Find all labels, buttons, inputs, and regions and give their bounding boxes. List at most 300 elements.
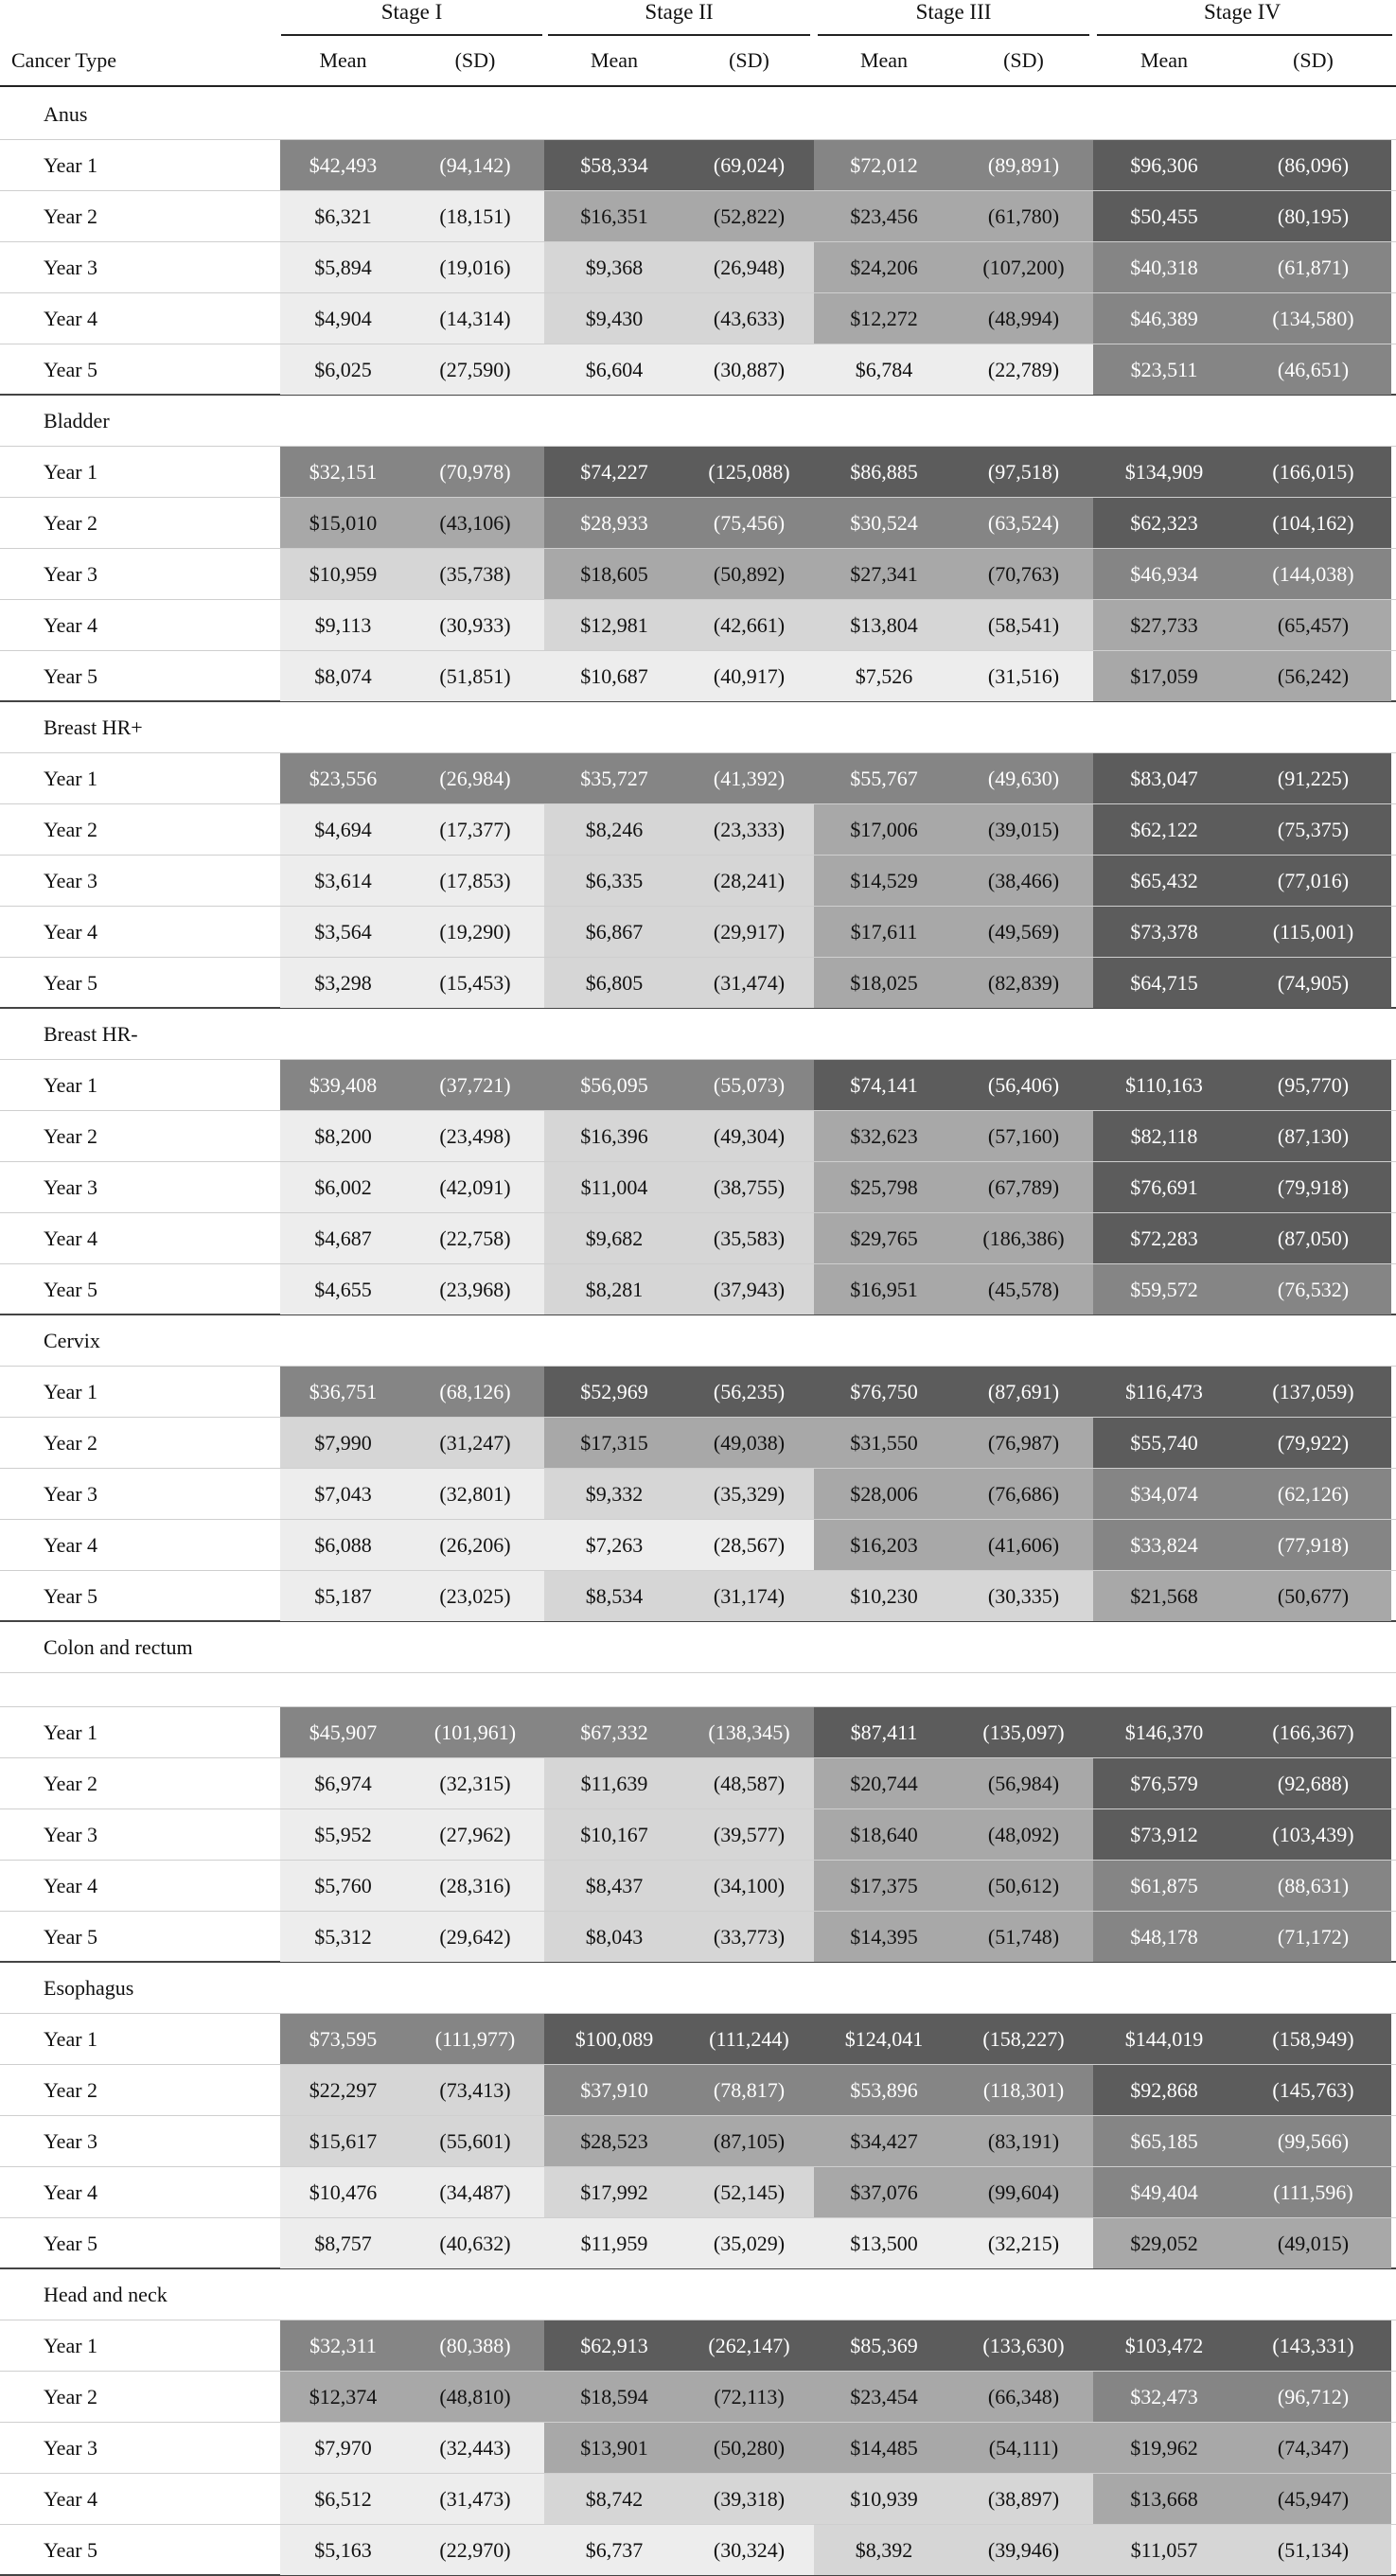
cancer-type-label: Colon and rectum	[0, 1622, 1396, 1673]
mean-cell: $146,370	[1124, 1720, 1204, 1744]
mean-cell: $9,682	[585, 1226, 644, 1250]
mean-cell: $85,369	[850, 2334, 918, 2357]
mean-cell: $10,476	[309, 2180, 378, 2204]
sd-cell: (145,763)	[1272, 2078, 1354, 2102]
mean-cell: $7,970	[314, 2436, 372, 2460]
mean-cell: $58,334	[580, 153, 648, 177]
mean-cell: $31,550	[850, 1431, 918, 1455]
sd-cell: (32,443)	[439, 2436, 511, 2460]
sd-cell: (31,473)	[439, 2487, 511, 2511]
sd-cell: (30,335)	[987, 1584, 1060, 1608]
sd-cell: (31,516)	[987, 664, 1060, 688]
sd-cell: (42,091)	[439, 1175, 511, 1199]
mean-cell: $28,933	[580, 511, 648, 535]
mean-cell: $17,375	[850, 1874, 918, 1897]
stage-i-header: Stage I	[380, 0, 443, 24]
sd-cell: (125,088)	[708, 460, 790, 484]
sd-cell: (27,590)	[439, 358, 511, 381]
table-row	[0, 344, 1396, 396]
sd-cell: (186,386)	[982, 1226, 1065, 1250]
sd-cell: (79,922)	[1277, 1431, 1350, 1455]
table-row	[0, 1520, 1396, 1571]
sd-cell: (43,106)	[439, 511, 511, 535]
sd-cell: (87,050)	[1277, 1226, 1350, 1250]
sd-cell: (77,016)	[1277, 869, 1350, 892]
year-label: Year 5	[44, 1925, 98, 1949]
year-label: Year 2	[44, 818, 98, 841]
mean-cell: $25,798	[850, 1175, 918, 1199]
mean-cell: $92,868	[1130, 2078, 1198, 2102]
mean-cell: $6,805	[585, 971, 644, 995]
sd-cell: (138,345)	[708, 1720, 790, 1744]
mean-cell: $83,047	[1130, 767, 1198, 790]
mean-cell: $50,455	[1130, 204, 1198, 228]
mean-cell: $35,727	[580, 767, 648, 790]
mean-cell: $17,315	[580, 1431, 648, 1455]
sd-cell: (17,377)	[439, 818, 511, 841]
mean-cell: $27,341	[850, 562, 918, 586]
year-label: Year 3	[44, 1175, 98, 1199]
mean-cell: $62,913	[580, 2334, 648, 2357]
table-row	[0, 2423, 1396, 2474]
sd-cell: (87,130)	[1277, 1124, 1350, 1148]
sd-cell: (23,333)	[713, 818, 786, 841]
mean-cell: $9,113	[314, 613, 372, 637]
mean-cell: $64,715	[1130, 971, 1198, 995]
mean-cell: $9,368	[585, 256, 644, 279]
sd-header: (SD)	[729, 48, 769, 72]
mean-cell: $14,529	[850, 869, 918, 892]
mean-cell: $17,992	[580, 2180, 648, 2204]
mean-cell: $48,178	[1130, 1925, 1198, 1949]
sd-cell: (35,738)	[439, 562, 511, 586]
mean-cell: $42,493	[309, 153, 378, 177]
mean-cell: $6,321	[314, 204, 372, 228]
mean-cell: $3,614	[314, 869, 372, 892]
sd-cell: (37,721)	[439, 1073, 511, 1097]
sd-cell: (15,453)	[439, 971, 511, 995]
mean-cell: $8,281	[585, 1278, 644, 1301]
mean-cell: $20,744	[850, 1772, 918, 1795]
sd-cell: (49,630)	[987, 767, 1060, 790]
cancer-type-label: Breast HR+	[0, 702, 1396, 753]
sd-cell: (73,413)	[439, 2078, 511, 2102]
sd-cell: (28,567)	[713, 1533, 786, 1557]
year-label: Year 4	[44, 2180, 98, 2204]
mean-cell: $7,526	[855, 664, 913, 688]
sd-cell: (82,839)	[987, 971, 1060, 995]
table-row	[0, 140, 1396, 191]
mean-cell: $3,298	[314, 971, 372, 995]
sd-cell: (57,160)	[987, 1124, 1060, 1148]
sd-cell: (76,686)	[987, 1482, 1060, 1506]
mean-cell: $73,595	[309, 2027, 378, 2051]
mean-cell: $9,430	[585, 307, 644, 330]
mean-cell: $8,534	[585, 1584, 644, 1608]
mean-cell: $19,962	[1130, 2436, 1198, 2460]
sd-cell: (61,780)	[987, 204, 1060, 228]
mean-cell: $12,272	[850, 307, 918, 330]
mean-cell: $7,990	[314, 1431, 372, 1455]
mean-cell: $74,227	[580, 460, 648, 484]
mean-cell: $39,408	[309, 1073, 378, 1097]
mean-cell: $16,951	[850, 1278, 918, 1301]
mean-cell: $28,006	[850, 1482, 918, 1506]
mean-cell: $6,088	[314, 1533, 372, 1557]
table-row	[0, 958, 1396, 1009]
sd-cell: (74,905)	[1277, 971, 1350, 995]
sd-cell: (96,712)	[1277, 2385, 1350, 2408]
mean-cell: $28,523	[580, 2129, 648, 2153]
table-row	[0, 1162, 1396, 1213]
sd-cell: (31,247)	[439, 1431, 511, 1455]
sd-cell: (166,367)	[1272, 1720, 1354, 1744]
year-label: Year 5	[44, 1584, 98, 1608]
sd-cell: (76,532)	[1277, 1278, 1350, 1301]
table-row	[0, 2474, 1396, 2525]
stage-ii-header: Stage II	[645, 0, 714, 24]
year-label: Year 5	[44, 2232, 98, 2255]
sd-cell: (31,174)	[713, 1584, 786, 1608]
sd-cell: (35,029)	[713, 2232, 786, 2255]
sd-cell: (79,918)	[1277, 1175, 1350, 1199]
sd-cell: (23,025)	[439, 1584, 511, 1608]
mean-cell: $86,885	[850, 460, 918, 484]
mean-cell: $32,623	[850, 1124, 918, 1148]
mean-cell: $52,969	[580, 1380, 648, 1403]
mean-cell: $55,740	[1130, 1431, 1198, 1455]
stage-header-row	[0, 0, 1396, 36]
mean-cell: $6,784	[855, 358, 913, 381]
sd-cell: (42,661)	[713, 613, 786, 637]
year-label: Year 3	[44, 562, 98, 586]
mean-cell: $72,283	[1130, 1226, 1198, 1250]
mean-cell: $23,456	[850, 204, 918, 228]
sd-cell: (39,015)	[987, 818, 1060, 841]
cancer-type-header: Cancer Type	[11, 48, 117, 72]
table-row	[0, 1060, 1396, 1111]
cancer-type-label: Cervix	[0, 1315, 1396, 1367]
table-row	[0, 293, 1396, 344]
column-header-row	[0, 36, 1396, 87]
sd-cell: (56,406)	[987, 1073, 1060, 1097]
sd-cell: (87,691)	[987, 1380, 1060, 1403]
sd-cell: (26,948)	[713, 256, 786, 279]
sd-cell: (107,200)	[982, 256, 1065, 279]
sd-cell: (99,604)	[987, 2180, 1060, 2204]
table-row	[0, 1111, 1396, 1162]
mean-cell: $11,959	[580, 2232, 648, 2255]
sd-cell: (50,892)	[713, 562, 786, 586]
year-label: Year 4	[44, 1533, 98, 1557]
table-row	[0, 191, 1396, 242]
mean-cell: $12,374	[309, 2385, 378, 2408]
mean-cell: $5,760	[314, 1874, 372, 1897]
mean-cell: $23,556	[309, 767, 378, 790]
mean-cell: $4,694	[314, 818, 372, 841]
mean-cell: $11,004	[580, 1175, 648, 1199]
sd-cell: (29,642)	[439, 1925, 511, 1949]
year-label: Year 4	[44, 2487, 98, 2511]
mean-cell: $32,473	[1130, 2385, 1198, 2408]
mean-cell: $53,896	[850, 2078, 918, 2102]
mean-cell: $6,002	[314, 1175, 372, 1199]
year-label: Year 4	[44, 1226, 98, 1250]
mean-cell: $116,473	[1125, 1380, 1203, 1403]
table-row	[0, 1571, 1396, 1622]
year-label: Year 2	[44, 204, 98, 228]
year-label: Year 2	[44, 2078, 98, 2102]
mean-cell: $10,687	[580, 664, 648, 688]
mean-cell: $4,687	[314, 1226, 372, 1250]
sd-cell: (262,147)	[708, 2334, 790, 2357]
sd-cell: (49,304)	[713, 1124, 786, 1148]
mean-cell: $82,118	[1130, 1124, 1198, 1148]
year-label: Year 1	[44, 2027, 98, 2051]
table-row	[0, 1707, 1396, 1758]
table-row	[0, 600, 1396, 651]
table-row	[0, 498, 1396, 549]
table-row	[0, 2065, 1396, 2116]
table-row	[0, 447, 1396, 498]
mean-cell: $5,187	[314, 1584, 372, 1608]
mean-cell: $34,074	[1130, 1482, 1198, 1506]
mean-cell: $7,043	[314, 1482, 372, 1506]
sd-cell: (55,073)	[713, 1073, 786, 1097]
mean-cell: $5,163	[314, 2538, 372, 2562]
mean-cell: $4,655	[314, 1278, 372, 1301]
sd-cell: (49,569)	[987, 920, 1060, 944]
mean-cell: $17,059	[1130, 664, 1198, 688]
table-row	[0, 242, 1396, 293]
sd-header: (SD)	[1293, 48, 1334, 72]
sd-cell: (75,456)	[713, 511, 786, 535]
mean-cell: $18,605	[580, 562, 648, 586]
mean-cell: $65,185	[1130, 2129, 1198, 2153]
sd-header: (SD)	[454, 48, 496, 72]
sd-cell: (52,145)	[713, 2180, 786, 2204]
sd-cell: (30,933)	[439, 613, 511, 637]
sd-cell: (29,917)	[713, 920, 786, 944]
sd-cell: (67,789)	[987, 1175, 1060, 1199]
year-label: Year 5	[44, 971, 98, 995]
mean-cell: $32,151	[309, 460, 378, 484]
table-row	[0, 1418, 1396, 1469]
table-row	[0, 1264, 1396, 1315]
sd-cell: (51,851)	[439, 664, 511, 688]
table-row	[0, 1912, 1396, 1963]
sd-cell: (111,244)	[709, 2027, 789, 2051]
sd-cell: (72,113)	[714, 2385, 785, 2408]
mean-cell: $5,952	[314, 1823, 372, 1846]
mean-cell: $3,564	[314, 920, 372, 944]
mean-header: Mean	[590, 48, 639, 72]
year-label: Year 5	[44, 2538, 98, 2562]
mean-cell: $73,378	[1130, 920, 1198, 944]
table-row	[0, 1758, 1396, 1809]
mean-cell: $6,604	[585, 358, 644, 381]
sd-cell: (49,015)	[1277, 2232, 1350, 2255]
sd-cell: (75,375)	[1277, 818, 1350, 841]
mean-cell: $17,006	[850, 818, 918, 841]
sd-cell: (51,134)	[1277, 2538, 1350, 2562]
year-label: Year 5	[44, 1278, 98, 1301]
cancer-type-label: Breast HR-	[0, 1009, 1396, 1060]
sd-cell: (50,612)	[987, 1874, 1060, 1897]
sd-cell: (23,968)	[439, 1278, 511, 1301]
table-row	[0, 1861, 1396, 1912]
sd-cell: (51,748)	[987, 1925, 1060, 1949]
sd-cell: (95,770)	[1277, 1073, 1350, 1097]
sd-cell: (48,587)	[713, 1772, 786, 1795]
sd-cell: (37,943)	[713, 1278, 786, 1301]
sd-cell: (33,773)	[713, 1925, 786, 1949]
mean-cell: $46,389	[1130, 307, 1198, 330]
sd-cell: (70,763)	[987, 562, 1060, 586]
sd-cell: (111,977)	[434, 2027, 516, 2051]
mean-cell: $96,306	[1130, 153, 1198, 177]
sd-cell: (58,541)	[987, 613, 1060, 637]
mean-cell: $124,041	[844, 2027, 924, 2051]
mean-cell: $8,757	[314, 2232, 372, 2255]
sd-cell: (40,917)	[713, 664, 786, 688]
sd-cell: (43,633)	[713, 307, 786, 330]
year-label: Year 4	[44, 920, 98, 944]
sd-cell: (27,962)	[439, 1823, 511, 1846]
sd-cell: (91,225)	[1277, 767, 1350, 790]
sd-cell: (76,987)	[987, 1431, 1060, 1455]
year-label: Year 3	[44, 256, 98, 279]
year-label: Year 1	[44, 2334, 98, 2357]
sd-cell: (35,583)	[713, 1226, 786, 1250]
sd-cell: (31,474)	[713, 971, 786, 995]
sd-cell: (101,961)	[433, 1720, 517, 1744]
sd-cell: (19,016)	[439, 256, 511, 279]
year-label: Year 2	[44, 511, 98, 535]
mean-cell: $16,396	[580, 1124, 648, 1148]
mean-cell: $103,472	[1124, 2334, 1204, 2357]
mean-cell: $30,524	[850, 511, 918, 535]
year-label: Year 2	[44, 1431, 98, 1455]
table-row	[0, 804, 1396, 856]
cancer-type-label: Esophagus	[0, 1963, 1396, 2014]
sd-cell: (134,580)	[1272, 307, 1354, 330]
sd-header: (SD)	[1003, 48, 1044, 72]
sd-cell: (32,801)	[439, 1482, 511, 1506]
sd-cell: (35,329)	[713, 1482, 786, 1506]
table-row	[0, 753, 1396, 804]
sd-cell: (46,651)	[1277, 358, 1350, 381]
mean-cell: $65,432	[1130, 869, 1198, 892]
sd-cell: (80,388)	[439, 2334, 511, 2357]
mean-cell: $11,057	[1130, 2538, 1198, 2562]
sd-cell: (66,348)	[987, 2385, 1060, 2408]
mean-cell: $37,076	[850, 2180, 918, 2204]
sd-cell: (38,466)	[987, 869, 1060, 892]
mean-cell: $6,974	[314, 1772, 372, 1795]
sd-cell: (158,949)	[1272, 2027, 1354, 2051]
mean-cell: $61,875	[1130, 1874, 1198, 1897]
mean-cell: $14,485	[850, 2436, 918, 2460]
sd-cell: (137,059)	[1272, 1380, 1354, 1403]
mean-cell: $13,901	[580, 2436, 648, 2460]
mean-cell: $10,939	[850, 2487, 918, 2511]
sd-cell: (133,630)	[982, 2334, 1065, 2357]
cancer-type-label: Anus	[0, 89, 1396, 140]
mean-cell: $6,867	[585, 920, 644, 944]
sd-cell: (56,242)	[1277, 664, 1350, 688]
sd-cell: (166,015)	[1272, 460, 1354, 484]
year-label: Year 2	[44, 1772, 98, 1795]
sd-cell: (63,524)	[987, 511, 1060, 535]
sd-cell: (39,577)	[713, 1823, 786, 1846]
year-label: Year 3	[44, 2129, 98, 2153]
mean-cell: $8,200	[314, 1124, 372, 1148]
sd-cell: (80,195)	[1277, 204, 1350, 228]
mean-cell: $18,025	[850, 971, 918, 995]
sd-cell: (32,315)	[439, 1772, 511, 1795]
sd-cell: (74,347)	[1277, 2436, 1350, 2460]
sd-cell: (68,126)	[439, 1380, 511, 1403]
year-label: Year 5	[44, 664, 98, 688]
mean-cell: $46,934	[1130, 562, 1198, 586]
mean-cell: $37,910	[580, 2078, 648, 2102]
sd-cell: (48,994)	[987, 307, 1060, 330]
sd-cell: (38,755)	[713, 1175, 786, 1199]
mean-cell: $13,804	[850, 613, 918, 637]
table-row	[0, 1367, 1396, 1418]
mean-cell: $67,332	[580, 1720, 648, 1744]
sd-cell: (14,314)	[439, 307, 511, 330]
mean-cell: $45,907	[309, 1720, 378, 1744]
mean-cell: $40,318	[1130, 256, 1198, 279]
sd-cell: (41,392)	[713, 767, 786, 790]
sd-cell: (45,947)	[1277, 2487, 1350, 2511]
mean-cell: $59,572	[1130, 1278, 1198, 1301]
mean-cell: $110,163	[1125, 1073, 1203, 1097]
sd-cell: (34,487)	[439, 2180, 511, 2204]
sd-cell: (41,606)	[987, 1533, 1060, 1557]
sd-cell: (94,142)	[439, 153, 511, 177]
sd-cell: (26,984)	[439, 767, 511, 790]
sd-cell: (56,984)	[987, 1772, 1060, 1795]
stage-iv-header: Stage IV	[1203, 0, 1281, 24]
sd-cell: (39,318)	[713, 2487, 786, 2511]
sd-cell: (40,632)	[439, 2232, 511, 2255]
sd-cell: (45,578)	[987, 1278, 1060, 1301]
mean-cell: $27,733	[1130, 613, 1198, 637]
sd-cell: (50,677)	[1277, 1584, 1350, 1608]
mean-cell: $8,437	[585, 1874, 644, 1897]
mean-cell: $29,052	[1130, 2232, 1198, 2255]
mean-cell: $18,640	[850, 1823, 918, 1846]
mean-cell: $11,639	[580, 1772, 648, 1795]
table-row	[0, 2116, 1396, 2167]
mean-cell: $14,395	[850, 1925, 918, 1949]
sd-cell: (77,918)	[1277, 1533, 1350, 1557]
mean-cell: $23,511	[1130, 358, 1198, 381]
sd-cell: (22,758)	[439, 1226, 511, 1250]
sd-cell: (39,946)	[987, 2538, 1060, 2562]
mean-cell: $18,594	[580, 2385, 648, 2408]
mean-cell: $76,750	[850, 1380, 918, 1403]
sd-cell: (86,096)	[1277, 153, 1350, 177]
year-label: Year 4	[44, 1874, 98, 1897]
mean-cell: $23,454	[850, 2385, 918, 2408]
mean-cell: $8,392	[855, 2538, 913, 2562]
sd-cell: (30,887)	[713, 358, 786, 381]
mean-cell: $55,767	[850, 767, 918, 790]
